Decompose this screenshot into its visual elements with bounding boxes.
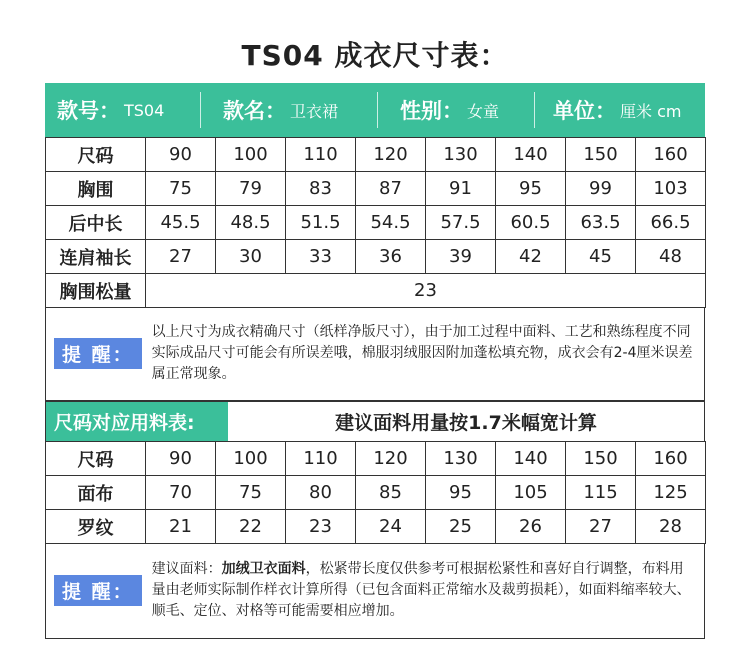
table-cell: 63.5 [566,206,636,240]
table-row [46,172,706,206]
table-cell: 140 [496,442,566,476]
table-cell: 24 [356,510,426,544]
fabric-type: 加绒卫衣面料 [221,561,306,577]
table-cell: 83 [286,172,356,206]
style-name-label: 款名： [223,99,286,123]
table-cell: 115 [566,476,636,510]
table-cell: 66.5 [636,206,706,240]
reminder-note-fabric [45,543,705,639]
style-no-cell [45,83,200,137]
fabric-table [45,441,706,544]
row-header: 胸围 [46,172,146,206]
table-cell: 95 [496,172,566,206]
table-cell: 150 [566,442,636,476]
table-cell: 48.5 [216,206,286,240]
table-cell: 26 [496,510,566,544]
row-header: 连肩袖长 [46,240,146,274]
table-cell: 42 [496,240,566,274]
table-cell: 110 [286,138,356,172]
ease-value: 23 [146,274,706,308]
size-table [45,137,706,308]
table-cell: 79 [216,172,286,206]
table-cell: 120 [356,442,426,476]
row-header: 面布 [46,476,146,510]
table-cell: 120 [356,138,426,172]
unit-cell [535,83,705,137]
gender-value: 女童 [467,101,500,121]
style-name-value: 卫衣裙 [290,101,339,121]
style-no-label: 款号： [57,99,120,123]
table-cell: 27 [566,510,636,544]
table-cell: 33 [286,240,356,274]
table-row [46,274,706,308]
table-row [46,138,706,172]
table-cell: 103 [636,172,706,206]
table-cell: 27 [146,240,216,274]
reminder-badge: 提 醒： [54,338,142,369]
table-cell: 130 [426,138,496,172]
fabric-reminder-text [152,559,704,622]
table-cell: 25 [426,510,496,544]
style-no-value: TS04 [124,100,165,120]
table-cell: 91 [426,172,496,206]
fabric-suggestion-rest: ，松紧带长度仅供参考可根据松紧性和喜好自行调整，布料用量由老师实际制作样衣计算所得（已包含面料正常缩水及裁剪损耗），如面料缩率较大、顺毛、定位、对格等可能需要相应增加。 [151,561,691,619]
table-cell: 70 [146,476,216,510]
table-cell: 110 [286,442,356,476]
table-cell: 30 [216,240,286,274]
table-cell: 51.5 [286,206,356,240]
table-cell: 105 [496,476,566,510]
table-cell: 75 [146,172,216,206]
page-title: TS04 成衣尺寸表： [241,39,509,72]
table-cell: 90 [146,138,216,172]
style-info-bar [45,83,705,137]
table-cell: 45 [566,240,636,274]
reminder-note [45,307,705,401]
table-cell: 28 [636,510,706,544]
table-cell: 45.5 [146,206,216,240]
table-cell: 36 [356,240,426,274]
fabric-section-bar [45,401,705,441]
row-header: 罗纹 [46,510,146,544]
table-cell: 125 [636,476,706,510]
reminder-badge: 提 醒： [54,575,142,606]
table-cell: 99 [566,172,636,206]
table-cell: 22 [216,510,286,544]
table-cell: 75 [216,476,286,510]
style-name-cell [201,83,377,137]
table-cell: 100 [216,442,286,476]
table-cell: 160 [636,442,706,476]
table-cell: 57.5 [426,206,496,240]
row-header: 后中长 [46,206,146,240]
table-cell: 130 [426,442,496,476]
table-cell: 39 [426,240,496,274]
unit-label: 单位： [553,99,616,123]
table-cell: 48 [636,240,706,274]
reminder-text: 以上尺寸为成衣精确尺寸（纸样净版尺寸），由于加工过程中面料、工艺和熟练程度不同实际成品尺寸可能会有所误差哦，棉服羽绒服因附加蓬松填充物，成衣会有2-4厘米误差属正常现象。 [151,324,693,382]
table-cell: 85 [356,476,426,510]
table-row [46,442,706,476]
table-cell: 60.5 [496,206,566,240]
fabric-section-label: 尺码对应用料表: [46,402,228,441]
table-cell: 160 [636,138,706,172]
table-row [46,476,706,510]
fabric-section-title: 建议面料用量按1.7米幅宽计算 [335,412,597,434]
gender-label: 性别： [400,99,463,123]
table-cell: 87 [356,172,426,206]
table-cell: 150 [566,138,636,172]
row-header: 胸围松量 [46,274,146,308]
table-cell: 140 [496,138,566,172]
table-cell: 100 [216,138,286,172]
unit-value: 厘米 cm [620,101,682,121]
table-row [46,206,706,240]
row-header: 尺码 [46,138,146,172]
fabric-suggestion-prefix: 建议面料： [151,561,222,577]
table-cell: 80 [286,476,356,510]
table-row [46,240,706,274]
row-header: 尺码 [46,442,146,476]
table-cell: 95 [426,476,496,510]
table-cell: 54.5 [356,206,426,240]
table-cell: 23 [286,510,356,544]
table-cell: 21 [146,510,216,544]
gender-cell [378,83,534,137]
table-row [46,510,706,544]
table-cell: 90 [146,442,216,476]
